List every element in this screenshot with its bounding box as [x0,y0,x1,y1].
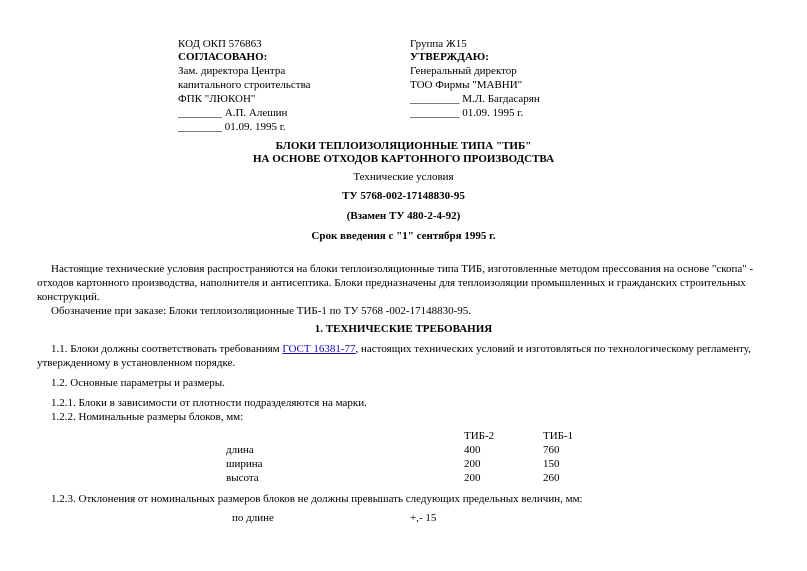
table-row-label: ширина [226,458,263,470]
effective-date: Срок введения с "1" сентября 1995 г. [311,230,496,242]
intro-paragraph: Настоящие технические условия распространяются на блоки теплоизоляционные типа ТИБ, изготовленные методом прессования на основе "скопа" - отходов картонного производства, наполнителя и антисептика. Блоки предназначены для теплоизоляции промышленных и гражданских строительных конструкций. [37,263,754,303]
doc-title-line-2: НА ОСНОВЕ ОТХОДОВ КАРТОННОГО ПРОИЗВОДСТВА [252,153,555,165]
section-heading: 1. ТЕХНИЧЕСКИЕ ТРЕБОВАНИЯ [314,323,493,335]
deviation-value: +,- 15 [410,512,437,524]
agreed-line-3: ФПК "ЛЮКОН" [178,93,256,105]
order-designation: Обозначение при заказе: Блоки теплоизоляционные ТИБ-1 по ТУ 5768 -002-17148830-95. [51,305,472,317]
table-cell: 760 [543,444,560,456]
approved-heading: УТВЕРЖДАЮ: [410,51,489,63]
table-header-tib2: ТИБ-2 [464,430,495,442]
agreed-signature: ________ А.П. Алешин [178,107,288,119]
table-row-label: высота [226,472,259,484]
gost-link[interactable]: ГОСТ 16381-77 [282,343,356,355]
clause-1-1-text-post: , настоящих технических условий и изготовляться по технологическому регламенту, утвержденному в установленном порядке. [37,343,751,369]
clause-1-2: 1.2. Основные параметры и размеры. [51,377,225,389]
table-cell: 200 [464,472,481,484]
clause-1-1-text-pre: 1.1. Блоки должны соответствовать требованиям [51,343,283,355]
tu-number: ТУ 5768-002-17148830-95 [342,190,465,202]
deviation-label: по длине [232,512,274,524]
approved-date: _________ 01.09. 1995 г. [410,107,524,119]
table-header-tib1: ТИБ-1 [543,430,574,442]
table-cell: 200 [464,458,481,470]
agreed-line-1: Зам. директора Центра [178,65,286,77]
doc-title-line-1: БЛОКИ ТЕПЛОИЗОЛЯЦИОННЫЕ ТИПА "ТИБ" [275,140,532,152]
approved-line-2: ТОО Фирмы "МАВНИ" [410,79,523,91]
agreed-line-2: капитального строительства [178,79,311,91]
group-code: Группа Ж15 [410,38,467,50]
approved-line-1: Генеральный директор [410,65,517,77]
table-cell: 150 [543,458,560,470]
clause-1-1 [37,342,775,370]
table-cell: 260 [543,472,560,484]
replaces-note: (Взамен ТУ 480-2-4-92) [346,210,461,222]
clause-1-2-1: 1.2.1. Блоки в зависимости от плотности подразделяются на марки. [51,397,367,409]
table-cell: 400 [464,444,481,456]
doc-subtitle: Технические условия [353,171,454,183]
clause-1-2-2: 1.2.2. Номинальные размеры блоков, мм: [51,411,244,423]
okp-code: КОД ОКП 576863 [178,38,262,50]
table-row-label: длина [226,444,254,456]
approved-signature: _________ М.Л. Багдасарян [410,93,540,105]
agreed-date: ________ 01.09. 1995 г. [178,121,286,133]
clause-1-2-3: 1.2.3. Отклонения от номинальных размеров блоков не должны превышать следующих предельных величин, мм: [51,493,583,505]
agreed-heading: СОГЛАСОВАНО: [178,51,268,63]
